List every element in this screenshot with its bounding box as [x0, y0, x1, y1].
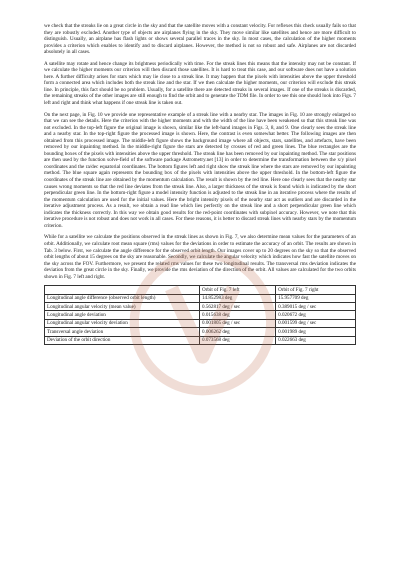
table-cell: 0.015638 deg [200, 311, 276, 319]
table-cell: 14.852983 deg [200, 294, 276, 302]
paragraph-orbit-parameters: While for a satellite we calculate the positions observed in the streak lines as shown in Fig. 7, we also determine mean values for the parameters of an orbit. Additionally, we calculate root mean square (rms) values for the deviations in order to estimate the accuracy of an orbit. The results are shown in Tab. 3 below. First, we calculate the angle difference for the observed orbit length. Our images cover up to 20 degrees on the sky so that the observed orbit lengths of about 15 degrees on the sky are reasonable. Secondly, we calculate the angular velocity which indicates how fast the satellite moves on the sky across the FOV. Furthermore, we present the related rms values for these two longitudinal results. The transversal rms deviation indicates the deviation from the great circle in the sky. Finally, we provide the rms deviation of the direction of the orbit. All values are calculated for the two orbits shown in Fig. 7 left and right. [44, 234, 356, 280]
table-row [45, 336, 356, 344]
table-cell: 0.001599 deg / sec [276, 319, 356, 327]
table-row [45, 328, 356, 336]
table-row [45, 319, 356, 327]
table-header-cell [45, 286, 200, 294]
table-header-cell: Orbit of Fig. 7 right [276, 286, 356, 294]
table-header-row [45, 286, 356, 294]
table-row [45, 303, 356, 311]
table-cell: 0.001989 deg [276, 328, 356, 336]
table-cell: 0.006262 deg [200, 328, 276, 336]
paragraph-rotating-satellite: A satellite may rotate and hence change its brightness periodically with time. For the streak lines this means that the intensity may not be constant. If we calculate the higher moments our criterion will then discard those satellites. It is hard to treat this case, and our software does not have a solution here. A further difficulty arises for stars which may lie close to a streak line. It may happen that the pixels with intensities above the upper threshold form a connected area which includes both the streak line and the star. If we then calculate the higher moments, our criterion will exclude this streak line. In principle, this fact should be no problem. Usually, for a satellite there are detected streaks in several images. If one of the streaks is discarded, the remaining streaks of the other images are still enough to find the orbit and to generate the TDM file. In order to see this one should look into Figs. 7 left and right and think what happens if one streak line is taken out. [44, 60, 356, 107]
table-row [45, 311, 356, 319]
table-cell: Longitudinal angle deviation [45, 311, 200, 319]
orbit-results-table [44, 285, 356, 345]
table-cell: 15.957709 deg [276, 294, 356, 302]
table-cell: 0.389015 deg / sec [276, 303, 356, 311]
paragraph-figure-10-example: On the next page, in Fig. 10 we provide one representative example of a streak line with a nearby star. The images in Fig. 10 are strongly enlarged so that we can see the details. Here the criterion with the higher moments and with the width of the line have been weakened so that this streak line was not excluded. In the top-left figure the original image is shown, similar like the left-hand images in Figs. 3, 8, and 9. One clearly sees the streak line and a nearby star. In the top-right figure the processed image is shown. Here, the contrast is even somewhat better. The following images are then obtained from this processed image. The middle-left figure shows the background image where all objects, stars, satellites, and artefacts, have been removed by our inpainting method. In the middle-right figure the stars are detected by crosses of red and green lines. The blue rectangles are the bounding boxes of the pixels with intensities above the upper threshold. The streak line has been removed by our inpainting method. The star positions are then used by the function solve-field of the software package Astrometry.net [13] in order to determine the transformation between the x/y pixel coordinates and the ra/dec equatorial coordinates. The bottom figures left and right show the streak line where the stars are removed by our inpainting method. The blue square again represents the bounding box of the pixels with intensities above the upper threshold. In the bottom-left figure the coordinates of the streak line are obtained by the momentum calculation. The result is shown by the red line. Here one clearly sees that the nearby star causes wrong moments so that the red line deviates from the streak line. Also, a larger thickness of the streak is found which is indicated by the short perpendicular green line. In the bottom-right figure a model intensity function is adjusted to the streak line in an iterative process where the results of the momentum calculation are used for the initial values. Here the bright intensity pixels of the nearby star act as outliers and are discarded in the iterative adjustment process. As a result, we obtain a read line which lies perfectly on the streak line and a short perpendicular green line which indicates the thickness correctly. In this way we obtain good results for the red-point coordinates with subpixel accuracy. However, we note that this iterative procedure is not robust and does not work in all cases. For these reasons, it is better to discard streak lines with nearby stars by the momentum criterion. [44, 111, 356, 229]
table-cell: Deviation of the orbit direction [45, 336, 200, 344]
table-cell: 0.073568 deg [200, 336, 276, 344]
table-cell: 0.022663 deg [276, 336, 356, 344]
table-cell: Longitudinal angle difference (observed orbit length) [45, 294, 200, 302]
table-cell: Longitudinal angular velocity (mean value) [45, 303, 200, 311]
table-cell: Longitudinal angular velocity deviation [45, 319, 200, 327]
paragraph-streak-check: we check that the streaks lie on a great circle in the sky and that the satellite moves with a constant velocity. For reflexes this check usually fails so that they are robustly excluded. Another type of objects are airplanes flying in the sky. They move similar like satellites and hence are more difficult to distinguish. Usually, an airplane has flash lights or shows several parallel traces in the sky. In most cases, the calculation of the higher moments provides a criterion which enables to identify and to discard airplanes. However, the method is not so robust and safe. Airplanes are not discarded absolutely in all cases. [44, 23, 356, 56]
table-cell: 0.001805 deg / sec [200, 319, 276, 327]
table-cell: 0.562817 deg / sec [200, 303, 276, 311]
table-row [45, 294, 356, 302]
table-cell: 0.020672 deg [276, 311, 356, 319]
table-header-cell: Orbit of Fig. 7 left [200, 286, 276, 294]
table-cell: Transversal angle deviation [45, 328, 200, 336]
